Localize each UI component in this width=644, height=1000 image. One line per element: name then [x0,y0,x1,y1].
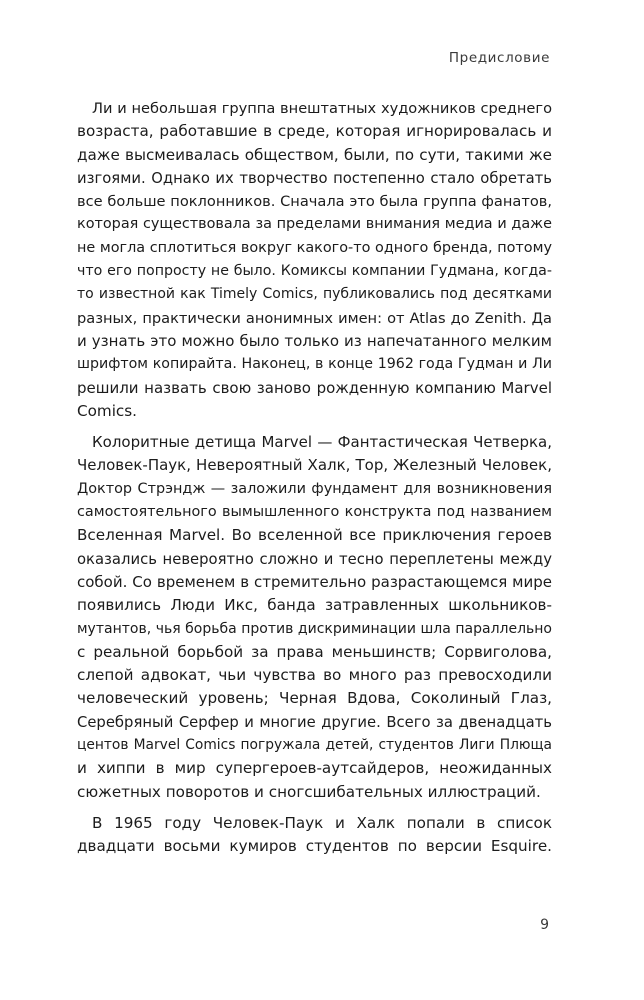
text-line: мутантов, чья борьба против дискриминации шла параллельно [77,620,552,637]
text-line: слепой адвокат, чьи чувства во много раз превосходили [77,666,552,685]
text-line: с реальной борьбой за права меньшинств; Сорвиголова, [77,642,552,661]
page-number: 9 [540,917,549,933]
text-line: Серебряный Серфер и многие другие. Всего за двенадцать [77,713,552,731]
text-line: человеческий уровень; Черная Вдова, Соколиный Глаз, [77,689,552,708]
text-line: даже высмеивалась обществом, были, по сути, такими же [77,145,552,164]
text-line: оказались невероятно сложно и тесно переплетены между [77,550,552,568]
text-line: В 1965 году Человек-Паук и Халк попали в список [92,813,552,832]
paragraph-1 [77,97,552,423]
paragraph-2 [77,431,552,804]
text-line: собой. Со временем в стремительно разрастающемся мире [77,572,552,591]
text-line: появились Люди Икс, банда затравленных школьников- [77,596,552,615]
text-line: Человек-Паук, Невероятный Халк, Тор, Железный Человек, [77,456,552,475]
text-line: не могла сплотиться вокруг какого-то одного бренда, потому [77,239,552,256]
text-line: которая существовала за пределами внимания медиа и даже [77,216,552,233]
text-line: Колоритные детища Marvel — Фантастическая Четверка, [92,433,552,452]
text-line: решили назвать свою заново рожденную компанию Marvel [77,378,552,397]
text-line: Ли и небольшая группа внештатных художников среднего [92,100,552,117]
text-line: самостоятельного вымышленного конструкта под названием [77,504,552,521]
running-head-title: Предисловие [448,50,550,66]
text-line: то известной как Timely Comics, публиковались под десятками [77,286,552,303]
text-line: центов Marvel Comics погружала детей, студентов Лиги Плюща [77,737,552,754]
text-line: Доктор Стрэндж — заложили фундамент для возникновения [77,480,552,497]
text-line: все больше поклонников. Сначала это была группа фанатов, [77,193,552,211]
text-line: разных, практически анонимных имен: от Atlas до Zenith. Да [77,309,552,327]
text-line: двадцати восьми кумиров студентов по версии Esquire. [77,837,552,856]
text-line: Comics. [77,401,138,420]
text-line: шрифтом копирайта. Наконец, в конце 1962 года Гудман и Ли [77,356,552,373]
text-line: сюжетных поворотов и сногсшибательных иллюстраций. [77,782,541,801]
body-text [77,97,552,859]
paragraph-3 [77,812,552,859]
text-line: что его попросту не было. Комиксы компании Гудмана, когда- [77,263,552,280]
text-line: возраста, работавшие в среде, которая игнорировалась и [77,122,552,141]
text-line: Вселенная Marvel. Во вселенной все приключения героев [77,526,552,545]
text-line: и узнать это можно было только из напечатанного мелким [77,331,552,350]
text-line: и хиппи в мир супергероев-аутсайдеров, неожиданных [77,759,552,778]
text-line: изгоями. Однако их творчество постепенно стало обретать [77,169,552,187]
